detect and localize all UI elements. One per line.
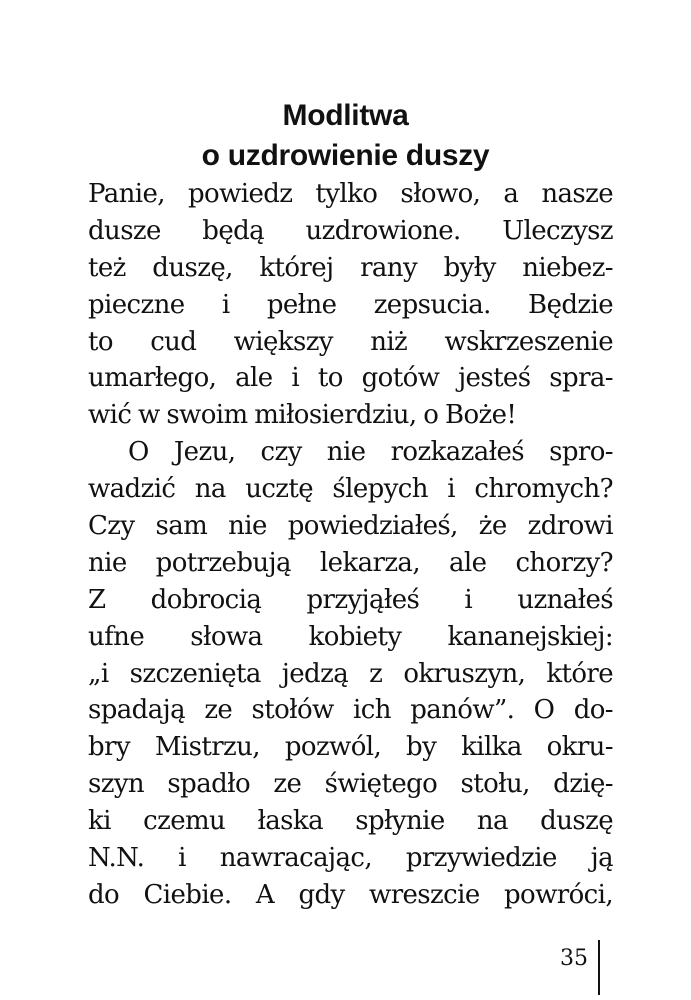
text-line: nie potrzebują lekarza, ale chorzy? (88, 547, 613, 578)
text-line: wadzić na ucztę ślepych i chromych? (88, 474, 613, 505)
prayer-title-line-2: o uzdrowienie duszy (201, 139, 490, 172)
text-line: Czy sam nie powiedziałeś, że zdrowi (88, 511, 613, 542)
text-line: ki czemu łaska spłynie na duszę (88, 806, 613, 837)
text-line: Panie, powiedz tylko słowo, a nasze (88, 179, 613, 209)
text-line: spadają ze stołów ich panów”. O do- (88, 695, 613, 726)
text-line: też duszę, której rany były niebez- (88, 252, 613, 283)
page-number: 35 (560, 946, 588, 971)
text-line: bry Mistrzu, pozwól, by kilka okru- (88, 732, 613, 763)
text-line: dusze będą uzdrowione. Uleczysz (88, 215, 613, 246)
text-line: Z dobrocią przyjąłeś i uznałeś (88, 584, 613, 615)
text-line: pieczne i pełne zepsucia. Będzie (88, 289, 613, 320)
page-number-rule (598, 940, 600, 995)
text-line: „i szczenięta jedzą z okruszyn, które (88, 658, 613, 689)
text-line: to cud większy niż wskrzeszenie (88, 326, 613, 357)
text-line: do Ciebie. A gdy wreszcie powróci, (88, 879, 613, 910)
text-line: wić w swoim miłosierdziu, o Boże! (88, 400, 517, 431)
text-line: szyn spadło ze świętego stołu, dzię- (88, 769, 613, 800)
prayer-title-line-1: Modlitwa (282, 99, 409, 132)
text-line: O Jezu, czy nie rozkazałeś spro- (128, 437, 613, 468)
text-line: ufne słowa kobiety kananejskiej: (88, 621, 613, 652)
text-line: umarłego, ale i to gotów jesteś spra- (88, 363, 613, 394)
prayer-text (88, 176, 613, 914)
text-line: N.N. i nawracając, przywiedzie ją (88, 843, 613, 874)
